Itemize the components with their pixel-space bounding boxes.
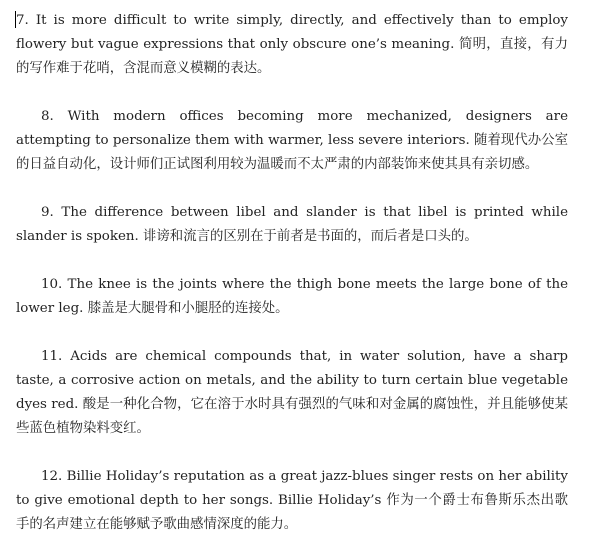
paragraph-11-chinese: 酸是一种化合物，它在溶于水时具有强烈的气味和对金属的腐蚀性，并且能够使某些蓝色植物染料变红。 bbox=[16, 397, 569, 436]
paragraph-9-chinese: 诽谤和流言的区别在于前者是书面的，而后者是口头的。 bbox=[143, 229, 478, 244]
paragraph-10-english: 10. The knee is the joints where the thigh bone meets the large bone of the lower leg. bbox=[16, 277, 568, 316]
paragraph-8 bbox=[16, 105, 568, 177]
paragraph-10-chinese: 膝盖是大腿骨和小腿胫的连接处。 bbox=[87, 301, 289, 316]
paragraph-7 bbox=[16, 9, 568, 81]
paragraph-11 bbox=[16, 345, 568, 441]
paragraph-9 bbox=[16, 201, 568, 249]
paragraph-8-chinese: 随着现代办公室的日益自动化，设计师们正试图利用较为温暖而不太严肃的内部装饰来使其具有亲切感。 bbox=[16, 133, 569, 172]
paragraph-12-chinese: 作为一个爵士布鲁斯乐杰出歌手的名声建立在能够赋予歌曲感情深度的能力。 bbox=[16, 493, 569, 532]
paragraph-9-english: 9. The difference between libel and slander is that libel is printed while slander is spoken. bbox=[16, 205, 568, 244]
paragraph-8-english: 8. With modern offices becoming more mechanized, designers are attempting to personalize them with warmer, less severe interiors. bbox=[16, 109, 568, 148]
paragraph-7-chinese: 简明，直接，有力的写作难于花哨，含混而意义模糊的表达。 bbox=[16, 37, 569, 76]
paragraph-7-english: 7. It is more difficult to write simply, directly, and effectively than to employ flowery but vague expressions that only obscure one’s meaning. bbox=[16, 13, 568, 52]
paragraph-11-english: 11. Acids are chemical compounds that, in water solution, have a sharp taste, a corrosive action on metals, and the ability to turn certain blue vegetable dyes red. bbox=[16, 349, 568, 412]
paragraph-12 bbox=[16, 465, 568, 537]
paragraph-12-english: 12. Billie Holiday’s reputation as a great jazz-blues singer rests on her ability to give emotional depth to her songs. Billie Holiday’s bbox=[16, 469, 568, 508]
document-body[interactable] bbox=[16, 9, 568, 537]
paragraph-10 bbox=[16, 273, 568, 321]
